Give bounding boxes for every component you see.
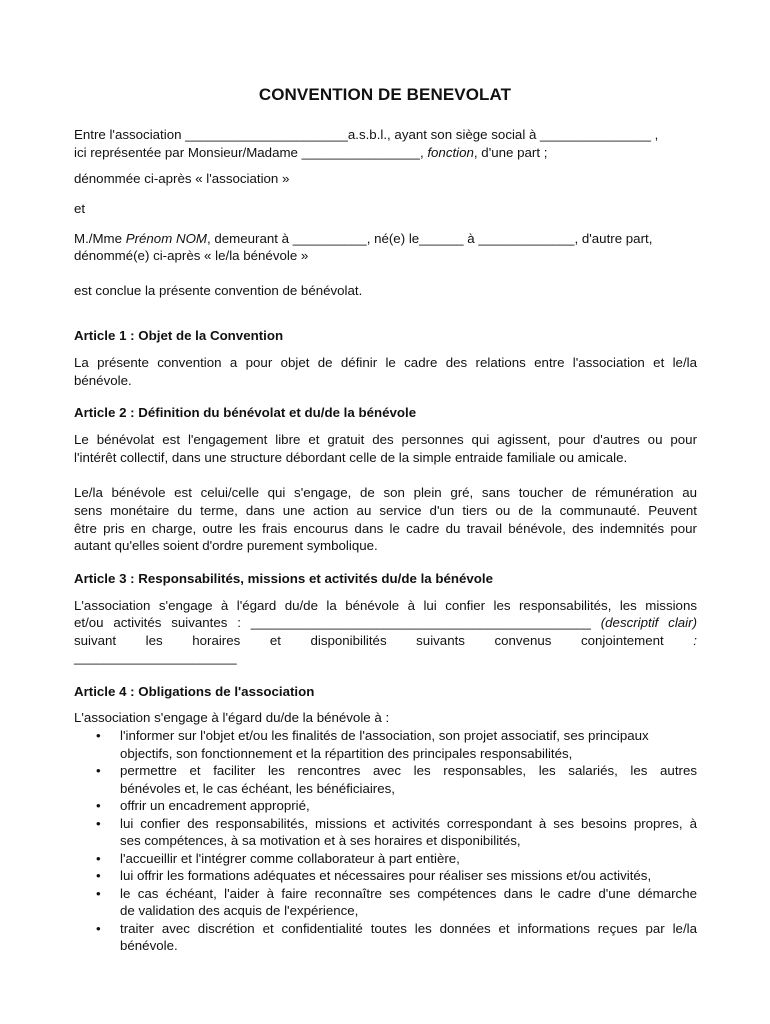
intro-volunteer-line-1: M./Mme Prénom NOM, demeurant à __________, né(e) le______ à _____________, d'autre part,	[74, 231, 653, 246]
article-3-line-2: et/ou activités suivantes : ______________________________________________ (descriptif clair)	[74, 615, 697, 630]
intro-and: et	[74, 201, 86, 216]
obligation-item-line: bénévole.	[120, 938, 178, 953]
article-2-heading: Article 2 : Définition du bénévolat et du/de la bénévole	[74, 405, 417, 420]
obligation-item-line: lui offrir les formations adéquates et nécessaires pour réaliser ses missions et/ou activités,	[120, 868, 652, 883]
bullet-icon: •	[96, 815, 101, 831]
article-2-p2-line-4: autant qu'elles soient d'ordre purement symbolique.	[74, 538, 378, 553]
bullet-icon: •	[96, 920, 101, 936]
article-2-p2-line-3: être pris en charge, outre les frais encourus dans le cadre du travail bénévole, des indemnités pour	[74, 521, 697, 536]
document-title: CONVENTION DE BENEVOLAT	[258, 85, 512, 104]
obligation-item-line: lui confier des responsabilités, missions et activités correspondant à ses besoins propres, à	[120, 815, 697, 831]
article-1-line-2: bénévole.	[74, 373, 132, 388]
bullet-icon: •	[96, 850, 101, 866]
intro-association-named: dénommée ci-après « l'association »	[74, 171, 290, 186]
obligation-item-line: objectifs, son fonctionnement et la répartition des principales responsabilités,	[120, 745, 573, 761]
obligation-item-line: permettre et faciliter les rencontres avec les responsables, les salariés, les autres	[120, 763, 697, 778]
article-2-p2-line-1: Le/la bénévole est celui/celle qui s'engage, de son plein gré, sans toucher de rémunération au	[74, 485, 697, 500]
article-3-line-1: L'association s'engage à l'égard du/de la bénévole à lui confier les responsabilités, les missions	[74, 598, 697, 613]
article-4-intro: L'association s'engage à l'égard du/de la bénévole à :	[74, 710, 390, 725]
obligation-item-line: de validation des acquis de l'expérience,	[120, 903, 359, 918]
article-2-p1-line-1: Le bénévolat est l'engagement libre et gratuit des personnes qui agissent, pour d'autres ou pour	[74, 432, 697, 447]
article-3-heading: Article 3 : Responsabilités, missions et activités du/de la bénévole	[74, 571, 493, 586]
article-3-line-3: suivant les horaires et disponibilités suivants convenus conjointement :	[74, 633, 697, 648]
bullet-icon: •	[96, 763, 101, 778]
bullet-icon: •	[96, 885, 101, 901]
obligation-item-line: le cas échéant, l'aider à faire reconnaître ses compétences dans le cadre d'une démarche	[120, 885, 697, 901]
article-2-p1-line-2: l'intérêt collectif, dans une structure débordant celle de la simple entraide familiale ou amicale.	[74, 450, 628, 465]
bullet-icon: •	[96, 868, 101, 883]
obligation-item-line: offrir un encadrement approprié,	[120, 798, 310, 813]
article-2-p2-line-2: sens monétaire du terme, dans une action au service d'un tiers ou de la communauté. Peuvent	[74, 503, 697, 518]
obligation-item-line: traiter avec discrétion et confidentialité toutes les données et informations reçues par le/la	[120, 920, 697, 936]
bullet-icon: •	[96, 798, 101, 813]
article-3-line-4: ______________________	[74, 650, 237, 665]
intro-line-1: Entre l'association ______________________a.s.b.l., ayant son siège social à _______________ ,	[74, 127, 659, 142]
intro-conclusion: est conclue la présente convention de bénévolat.	[74, 283, 363, 298]
article-4-heading: Article 4 : Obligations de l'association	[74, 684, 315, 699]
article-1-line-1: La présente convention a pour objet de définir le cadre des relations entre l'association et le/la	[74, 355, 697, 370]
bullet-icon: •	[96, 728, 101, 743]
obligation-item-line: l'informer sur l'objet et/ou les finalités de l'association, son projet associatif, ses principaux	[120, 728, 649, 743]
obligation-item-line: l'accueillir et l'intégrer comme collaborateur à part entière,	[120, 850, 460, 866]
article-1-heading: Article 1 : Objet de la Convention	[74, 328, 284, 343]
intro-volunteer-line-2: dénommé(e) ci-après « le/la bénévole »	[74, 248, 309, 263]
obligation-item-line: ses compétences, à sa motivation et à ses horaires et disponibilités,	[120, 833, 521, 848]
intro-line-2: ici représentée par Monsieur/Madame ________________, fonction, d'une part ;	[74, 145, 548, 160]
obligation-item-line: bénévoles et, le cas échéant, les bénéficiaires,	[120, 780, 395, 796]
